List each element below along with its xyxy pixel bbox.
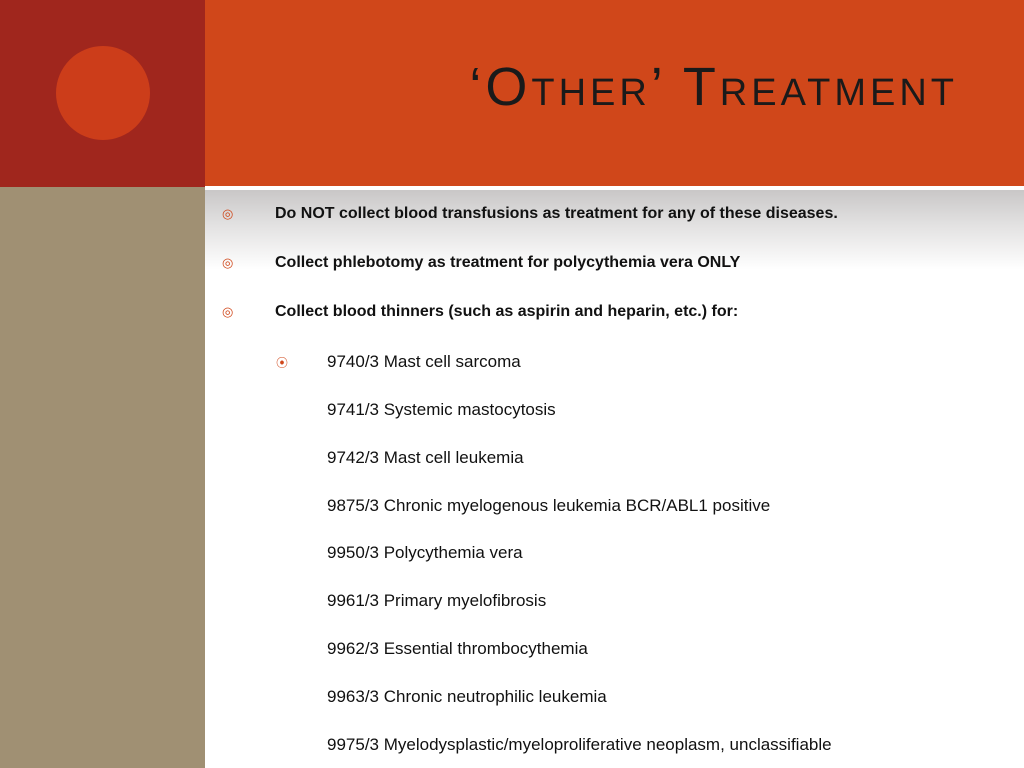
side-band xyxy=(0,187,205,768)
bullet-text: Collect phlebotomy as treatment for polycythemia vera ONLY xyxy=(275,254,741,271)
code-line: 9961/3 Primary myelofibrosis xyxy=(327,591,547,610)
bullet-text: Do NOT collect blood transfusions as treatment for any of these diseases. xyxy=(275,205,838,222)
dot-circle-bullet-icon: ⦿ xyxy=(276,356,289,370)
target-bullet-icon: ◎ xyxy=(222,206,234,221)
sub-bullet-mast-cell-sarcoma xyxy=(276,352,521,372)
bullet-phlebotomy xyxy=(222,254,740,272)
target-bullet-icon: ◎ xyxy=(222,255,234,270)
code-line: 9741/3 Systemic mastocytosis xyxy=(327,400,556,419)
bullet-no-transfusions xyxy=(222,205,838,223)
decorative-circle xyxy=(56,46,150,140)
target-bullet-icon: ◎ xyxy=(222,304,234,319)
slide-title: ‘Other’ Treatment xyxy=(469,57,958,117)
code-line: 9742/3 Mast cell leukemia xyxy=(327,448,524,467)
bullet-text: Collect blood thinners (such as aspirin and heparin, etc.) for: xyxy=(275,303,739,320)
code-line: 9962/3 Essential thrombocythemia xyxy=(327,639,588,658)
code-line: 9875/3 Chronic myelogenous leukemia BCR/ABL1 positive xyxy=(327,496,771,515)
sub-bullet-text: 9740/3 Mast cell sarcoma xyxy=(327,352,521,371)
code-line: 9963/3 Chronic neutrophilic leukemia xyxy=(327,687,607,706)
bullet-blood-thinners xyxy=(222,303,738,321)
code-line: 9975/3 Myelodysplastic/myeloproliferative neoplasm, unclassifiable xyxy=(327,735,832,754)
code-line: 9950/3 Polycythemia vera xyxy=(327,543,523,562)
